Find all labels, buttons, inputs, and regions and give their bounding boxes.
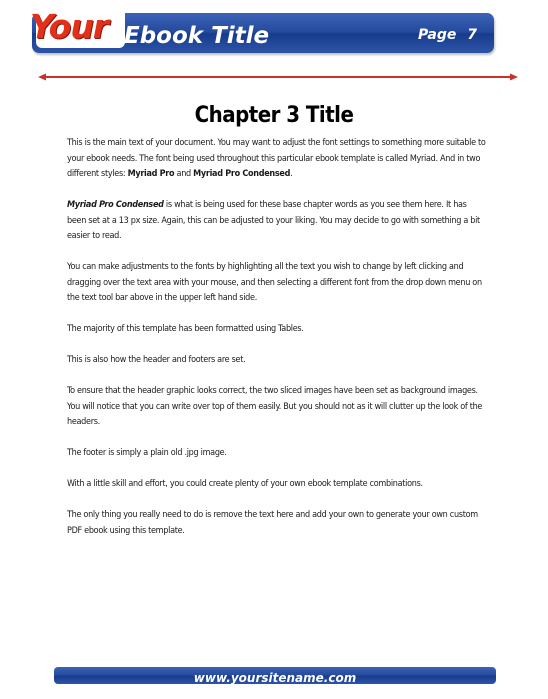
ebook-title: Ebook Title [124, 23, 270, 49]
font-name-myriad-pro: Myriad Pro [127, 169, 175, 179]
chapter-title: Chapter 3 Title [194, 103, 354, 128]
paragraph-8: With a little skill and effort, you could create plenty of your own ebook template combinations. [67, 479, 423, 489]
footer-url: www.yoursitename.com [193, 671, 357, 685]
double-arrow-divider-icon [38, 73, 518, 81]
paragraph-6: To ensure that the header graphic looks correct, the two sliced images have been set as background images. You will notice that you can write over top of them easily. But you should not as it will clutter up the look of the headers. [67, 386, 483, 427]
paragraph-2: Myriad Pro Condensed is what is being used for these base chapter words as you see them here. It has been set at a 13 px size. Again, this can be adjusted to your liking. You may decide to go with something a bit easier to read. [67, 200, 480, 241]
font-name-myriad-pro-condensed: Myriad Pro Condensed [193, 169, 291, 179]
paragraph-2-lead: Myriad Pro Condensed [67, 200, 164, 210]
page-number: 7 [467, 27, 477, 43]
paragraph-9: The only thing you really need to do is remove the text here and add your own to generate your own custom PDF ebook using this template. [67, 510, 478, 536]
paragraph-4: The majority of this template has been formatted using Tables. [67, 324, 304, 334]
paragraph-5: This is also how the header and footers are set. [67, 355, 246, 365]
page-label: Page [418, 27, 457, 43]
paragraph-7: The footer is simply a plain old .jpg image. [67, 448, 227, 458]
logo-your-text: Your [30, 7, 109, 46]
document-body [67, 136, 487, 555]
paragraph-3: You can make adjustments to the fonts by highlighting all the text you wish to change by left clicking and dragging over the text area with your mouse, and then selecting a different font from the drop down menu on the text tool bar above in the upper left hand side. [67, 262, 482, 303]
paragraph-1: This is the main text of your document. You may want to adjust the font settings to something more suitable to your ebook needs. The font being used throughout this particular ebook template is called Myriad. And in two different styles: Myriad Pro and Myriad Pro Condensed. [67, 138, 486, 179]
footer-bar [54, 667, 496, 684]
page-number-label [418, 27, 477, 43]
